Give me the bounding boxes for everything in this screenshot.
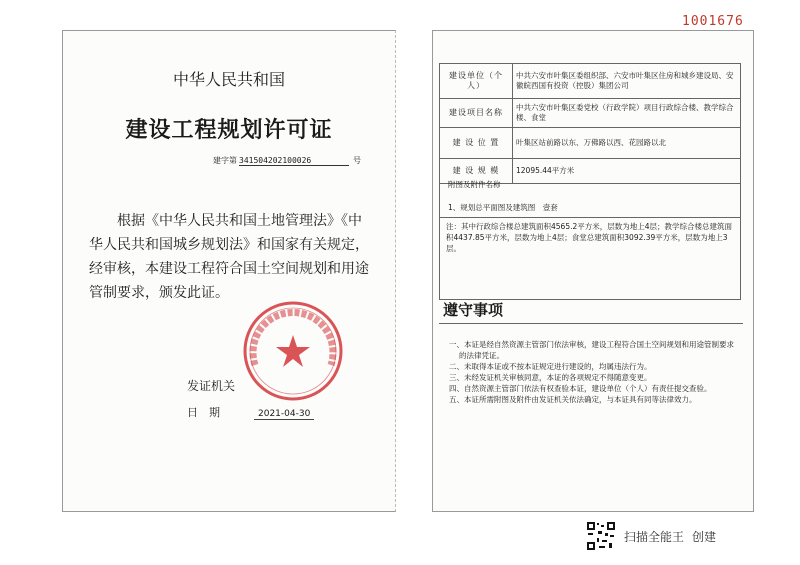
scanner-watermark	[624, 528, 716, 545]
table-row	[440, 99, 741, 128]
attachment-item: 1、规划总平面图及建筑图 壹套	[448, 203, 558, 212]
certificate-body-text	[89, 209, 375, 305]
scanner-app-name: 扫描全能王	[624, 530, 685, 544]
country-name: 中华人民共和国	[172, 70, 285, 89]
certificate-title: 建设工程规划许可证	[125, 118, 333, 143]
issue-date-line	[187, 404, 314, 420]
notice-item: 三、未经发证机关审核同意，本证的各项规定不得随意变更。	[449, 373, 652, 382]
number-suffix: 号	[353, 156, 361, 165]
row-label: 建 设 位 置	[440, 128, 513, 159]
issue-date: 2021-04-30	[254, 409, 314, 420]
certificate-number-line	[213, 155, 361, 166]
row-label: 建 设 规 模	[440, 159, 513, 184]
project-info-table	[439, 63, 741, 184]
table-row	[440, 64, 741, 99]
scanner-action: 创建	[692, 530, 717, 544]
attachments-section	[439, 173, 741, 300]
certificate-detail-page	[432, 30, 754, 512]
qr-code	[586, 521, 616, 551]
issuing-authority-label: 发证机关	[187, 379, 236, 393]
notice-title: 遵守事项	[443, 301, 504, 319]
certificate-cover-page	[62, 30, 396, 512]
row-value: 叶集区站前路以东、万佛路以西、花园路以北	[513, 128, 741, 159]
notice-item: 四、自然资源主管部门依法有权查验本证，建设单位（个人）有责任提交查验。	[449, 384, 712, 393]
notice-list	[449, 339, 741, 405]
certificate-number: 341504202100026	[239, 156, 349, 166]
date-label: 日 期	[187, 406, 220, 419]
row-label: 建设项目名称	[440, 99, 513, 128]
body-text: 根据《中华人民共和国土地管理法》《中华人民共和国城乡规划法》和国家有关规定，经审核，本建设工程符合国土空间规划和用途管制要求，颁发此证。	[89, 213, 369, 301]
row-value: 中共六安市叶集区委组织部、六安市叶集区住房和城乡建设局、安徽皖西国有投资（控股）集团公司	[513, 64, 741, 99]
notice-item: 一、本证是经自然资源主管部门依法审核，建设工程符合国土空间规划和用途管制要求的法律凭证。	[449, 340, 734, 360]
row-value: 12095.44平方米	[513, 159, 741, 184]
row-value: 中共六安市叶集区委党校（行政学院）项目行政综合楼、教学综合楼、食堂	[513, 99, 741, 128]
divider	[439, 323, 743, 324]
attachments-header: 附图及附件名称	[448, 180, 501, 189]
table-row	[440, 128, 741, 159]
row-label: 建设单位（个人）	[440, 64, 513, 99]
notice-item: 二、未取得本证或不按本证规定进行建设的，均属违法行为。	[449, 362, 652, 371]
number-prefix: 建字第	[213, 156, 237, 165]
attachment-remark: 注：其中行政综合楼总建筑面积4565.2平方米，层数为地上4层；教学综合楼总建筑面积4437.85平方米，层数为地上4层；食堂总建筑面积3092.39平方米，层数为地上3层。	[446, 222, 733, 253]
notice-item: 五、本证所需附图及附件由发证机关依法确定，与本证具有同等法律效力。	[449, 395, 697, 404]
serial-number: 1001676	[682, 14, 744, 29]
official-seal-stamp	[241, 299, 345, 403]
